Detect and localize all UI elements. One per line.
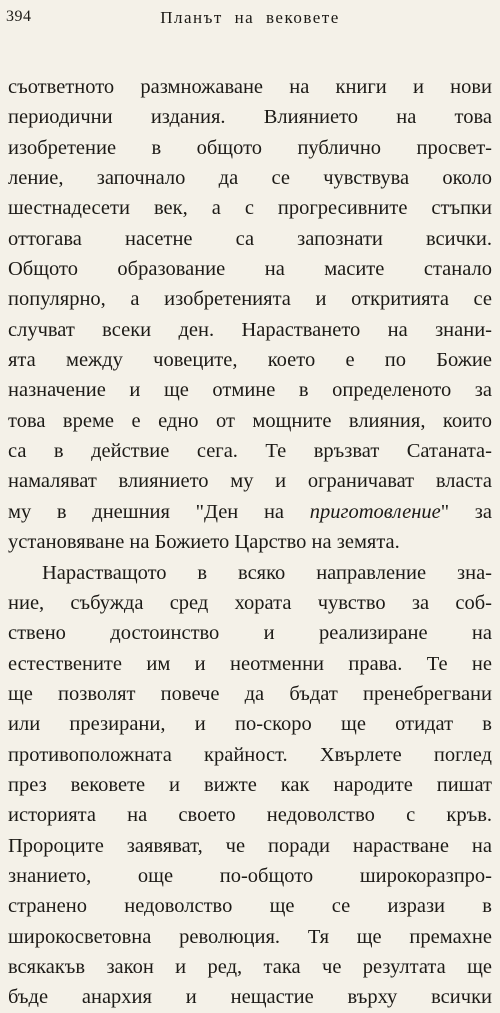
text-line: или презирани, и по-скоро ще отидат в xyxy=(8,713,492,736)
text-line: ята между човеците, което е по Божие xyxy=(8,349,492,372)
text-line: установяване на Божието Царство на земята. xyxy=(8,531,400,554)
text-line: съответното размножаване на книги и нови xyxy=(8,76,492,98)
text-line: случват всеки ден. Нарастването на знани- xyxy=(8,318,492,341)
text-line: противоположната крайност. Хвърлете поглед xyxy=(8,743,492,766)
text-line: са в действие сега. Те връзват Сатаната- xyxy=(8,440,492,463)
text-line: това време е едно от мощните влияния, които xyxy=(8,409,492,432)
text-line: ние, събужда сред хората чувство за соб- xyxy=(8,591,492,614)
running-title: Планът на вековете xyxy=(160,8,340,27)
text-line: странено недоволство ще се изрази в xyxy=(8,895,492,918)
text-line: оттогава насетне са запознати всички. xyxy=(8,227,492,250)
text-line: намаляват влиянието му и ограничават власта xyxy=(8,470,492,493)
text-line-with-emphasis xyxy=(8,497,492,527)
text-line: естествените им и неотменни права. Те не xyxy=(8,652,492,675)
text-line: ще позволят повече да бъдат пренебрегвани xyxy=(8,682,492,705)
text-line: популярно, а изобретенията и откритията се xyxy=(8,288,492,311)
text-line: историята на своето недоволство с кръв. xyxy=(8,804,492,827)
text-line: Пророците заявяват, че поради нарастване на xyxy=(8,834,492,857)
emphasized-word: приготовление xyxy=(309,500,441,523)
text-line: през вековете и вижте как народите пишат xyxy=(8,773,492,796)
paragraph-first-line: Нарастващото в всяко направление зна- xyxy=(42,561,492,584)
text-line: периодични издания. Влиянието на това xyxy=(8,106,492,129)
text-line: широкосветовна революция. Тя ще премахне xyxy=(8,925,492,948)
text-line: знанието, още по-общото широкоразпро- xyxy=(8,864,492,887)
text-line: назначение и ще отмине в определеното за xyxy=(8,379,492,402)
text-segment: " за xyxy=(440,500,492,523)
text-line: ствено достоинство и реализиране на xyxy=(8,622,492,645)
text-segment: му в днешния "Ден на xyxy=(8,500,310,523)
body-text xyxy=(8,72,492,1013)
text-line: ление, започнало да се чувствува около xyxy=(8,167,492,190)
running-head xyxy=(0,6,500,32)
text-line: Общото образование на масите станало xyxy=(8,258,492,281)
text-line: бъде анархия и нещастие върху всички xyxy=(8,986,492,1009)
page-number: 394 xyxy=(6,8,32,25)
text-line: изобретение в общото публично просвет- xyxy=(8,136,492,159)
text-line: шестнадесети век, а с прогресивните стъпки xyxy=(8,197,492,220)
text-line: всякакъв закон и ред, така че резултата ще xyxy=(8,955,492,978)
